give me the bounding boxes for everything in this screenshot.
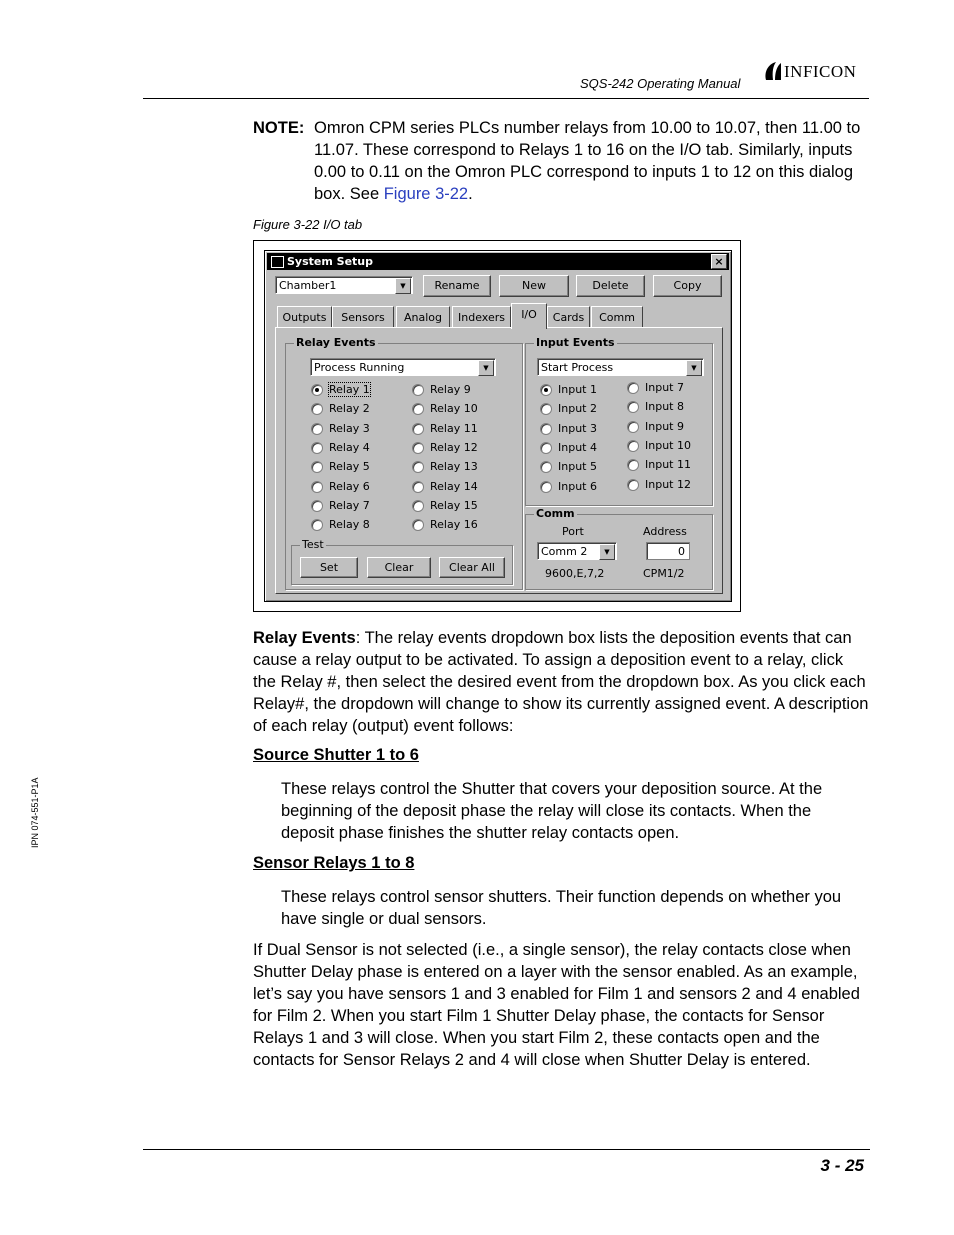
radio-dot-icon[interactable] — [311, 500, 323, 512]
input-radio[interactable] — [540, 460, 597, 474]
test-group — [291, 538, 513, 585]
relay-radio[interactable] — [412, 518, 478, 532]
radio-dot-icon[interactable] — [311, 519, 323, 531]
relay-radio[interactable] — [311, 422, 370, 436]
relay-radio[interactable] — [311, 460, 370, 474]
input-radio-label: Input 6 — [558, 479, 597, 493]
document-code: IPN 074-551-P1A — [30, 777, 40, 848]
radio-dot-icon[interactable] — [627, 401, 639, 413]
input-radio-label: Input 10 — [645, 438, 691, 452]
port-label: Port — [562, 525, 584, 538]
relay-radio-label: Relay 11 — [430, 421, 478, 435]
relay-radio-label: Relay 10 — [430, 402, 478, 416]
clear-button[interactable]: Clear — [367, 557, 431, 578]
sensor-relays-heading: Sensor Relays 1 to 8 — [253, 854, 415, 872]
note-body: Omron CPM series PLCs number relays from 10.00 to 10.07, then 11.00 to 11.07. These correspond to Relays 1 to 16 on the I/O tab. Similarly, inputs 0.00 to 0.11 on the Omron PLC correspond to inputs 1 to 12 on this dialog box. See — [314, 119, 861, 203]
io-tab-panel — [275, 327, 723, 594]
set-button[interactable]: Set — [300, 557, 358, 578]
radio-dot-icon[interactable] — [311, 442, 323, 454]
relay-radio-label: Relay 3 — [329, 421, 370, 435]
tab-outputs[interactable]: Outputs — [277, 306, 332, 328]
input-radio[interactable] — [627, 439, 691, 453]
sensor-relays-text: These relays control sensor shutters. Their function depends on whether you have single or dual sensors. — [281, 888, 842, 928]
figure-caption: Figure 3-22 I/O tab — [253, 217, 363, 232]
relay-radio[interactable] — [412, 383, 471, 397]
tab-indexers[interactable]: Indexers — [452, 306, 511, 328]
input-radio[interactable] — [627, 458, 691, 472]
input-event-select[interactable] — [537, 358, 704, 376]
relay-radio-label: Relay 9 — [430, 383, 471, 396]
source-shutter-text: These relays control the Shutter that covers your deposition source. At the beginning of the deposit phase the relay will close its contacts. When the deposit phase finishes the shutter relay contacts open. — [281, 780, 823, 842]
relay-radio[interactable] — [311, 441, 370, 455]
input-radio-label: Input 11 — [645, 458, 691, 472]
relay-radio[interactable] — [412, 499, 478, 513]
header-rule — [143, 98, 869, 99]
relay-events-term: Relay Events — [253, 629, 356, 647]
copy-button[interactable]: Copy — [653, 275, 722, 297]
input-radio-label: Input 1 — [558, 383, 597, 396]
chamber-select[interactable] — [275, 276, 413, 294]
chevron-down-icon[interactable]: ▼ — [395, 278, 411, 294]
relay-radio[interactable] — [412, 480, 478, 494]
inficon-logo — [760, 60, 872, 84]
input-radio[interactable] — [540, 383, 597, 397]
tab-analog[interactable]: Analog — [396, 306, 450, 328]
relay-radio-label: Relay 15 — [430, 498, 478, 512]
input-events-label: Input Events — [536, 336, 615, 349]
input-radio[interactable] — [540, 402, 597, 416]
note-text — [314, 117, 870, 205]
tab-sensors[interactable]: Sensors — [332, 306, 394, 328]
radio-dot-icon[interactable] — [627, 479, 639, 491]
radio-dot-icon[interactable] — [412, 461, 424, 473]
rename-button[interactable]: Rename — [423, 275, 491, 297]
relay-radio-label: Relay 1 — [329, 383, 370, 396]
relay-radio[interactable] — [311, 499, 370, 513]
radio-dot-icon[interactable] — [311, 384, 323, 396]
tab-cards[interactable]: Cards — [547, 306, 590, 328]
relay-radio[interactable] — [311, 402, 370, 416]
comm-group — [525, 507, 713, 590]
radio-dot-icon[interactable] — [311, 423, 323, 435]
chevron-down-icon[interactable]: ▼ — [686, 360, 702, 376]
relay-radio[interactable] — [311, 518, 370, 532]
relay-radio-label: Relay 5 — [329, 460, 370, 474]
radio-dot-icon[interactable] — [540, 481, 552, 493]
address-label: Address — [643, 525, 687, 538]
input-radio[interactable] — [627, 381, 684, 395]
input-radio-label: Input 8 — [645, 400, 684, 414]
comm-label: Comm — [536, 507, 575, 520]
close-button[interactable]: × — [711, 254, 727, 269]
test-label: Test — [302, 538, 324, 551]
relay-events-label: Relay Events — [296, 336, 376, 349]
radio-dot-icon[interactable] — [412, 481, 424, 493]
radio-dot-icon[interactable] — [627, 382, 639, 394]
address-input[interactable]: 0 — [646, 542, 690, 560]
radio-dot-icon[interactable] — [540, 384, 552, 396]
radio-dot-icon[interactable] — [627, 459, 639, 471]
input-radio-label: Input 3 — [558, 421, 597, 435]
relay-events-description: : The relay events dropdown box lists the deposition events that can cause a relay output to be activated. To assign a deposition event to a relay, click the Relay #, then select the desired event from the dropdown box. As you click each Relay#, the dropdown will change to show its currently assigned event. A description of each relay (output) event follows: — [253, 629, 869, 735]
radio-dot-icon[interactable] — [412, 384, 424, 396]
system-setup-dialog — [264, 250, 732, 602]
input-radio[interactable] — [627, 420, 684, 434]
radio-dot-icon[interactable] — [540, 461, 552, 473]
radio-dot-icon[interactable] — [627, 421, 639, 433]
relay-event-select-value: Process Running — [314, 361, 405, 374]
input-events-group — [525, 336, 713, 506]
input-radio-label: Input 9 — [645, 419, 684, 433]
input-event-select-value: Start Process — [541, 361, 614, 374]
radio-dot-icon[interactable] — [540, 403, 552, 415]
input-radio[interactable] — [540, 441, 597, 455]
input-radio[interactable] — [540, 422, 597, 436]
relay-radio[interactable] — [412, 460, 478, 474]
radio-dot-icon[interactable] — [412, 442, 424, 454]
relay-radio[interactable] — [311, 480, 370, 494]
app-icon — [271, 256, 284, 268]
input-radio[interactable] — [627, 478, 691, 492]
radio-dot-icon[interactable] — [412, 519, 424, 531]
relay-radio[interactable] — [311, 383, 370, 397]
note-end: . — [468, 185, 473, 203]
radio-dot-icon[interactable] — [412, 403, 424, 415]
tab-comm[interactable]: Comm — [591, 306, 643, 328]
radio-dot-icon[interactable] — [627, 440, 639, 452]
relay-events-group — [285, 336, 523, 590]
relay-radio-label: Relay 4 — [329, 440, 370, 454]
radio-dot-icon[interactable] — [540, 442, 552, 454]
new-button[interactable]: New — [499, 275, 569, 297]
clear-all-button[interactable]: Clear All — [439, 557, 505, 578]
plc-model: CPM1/2 — [643, 567, 685, 580]
chamber-select-value: Chamber1 — [279, 279, 337, 292]
dialog-titlebar — [267, 253, 729, 270]
relay-radio-label: Relay 2 — [329, 402, 370, 416]
input-radio[interactable] — [627, 400, 684, 414]
radio-dot-icon[interactable] — [540, 423, 552, 435]
comm-settings: 9600,E,7,2 — [545, 567, 605, 580]
delete-button[interactable]: Delete — [576, 275, 645, 297]
port-select[interactable] — [537, 542, 617, 560]
relay-events-paragraph — [253, 627, 869, 737]
radio-dot-icon[interactable] — [311, 481, 323, 493]
input-radio-label: Input 5 — [558, 460, 597, 474]
figure-link[interactable]: Figure 3-22 — [383, 185, 469, 203]
chevron-down-icon[interactable]: ▼ — [599, 544, 615, 560]
brand-name: INFICON — [784, 62, 857, 81]
relay-radio-label: Relay 6 — [329, 479, 370, 493]
radio-dot-icon[interactable] — [311, 403, 323, 415]
footer-rule — [143, 1149, 870, 1150]
relay-radio[interactable] — [412, 422, 478, 436]
input-radio-label: Input 7 — [645, 381, 684, 394]
radio-dot-icon[interactable] — [311, 461, 323, 473]
dialog-title: System Setup — [287, 255, 373, 268]
port-select-value: Comm 2 — [541, 545, 588, 558]
radio-dot-icon[interactable] — [412, 423, 424, 435]
relay-radio-label: Relay 8 — [329, 518, 370, 532]
input-radio-label: Input 2 — [558, 402, 597, 416]
radio-dot-icon[interactable] — [412, 500, 424, 512]
chevron-down-icon[interactable]: ▼ — [478, 360, 494, 376]
relay-radio-label: Relay 7 — [329, 498, 370, 512]
relay-radio-label: Relay 14 — [430, 479, 478, 493]
input-radio-label: Input 4 — [558, 440, 597, 454]
manual-title: SQS-242 Operating Manual — [580, 76, 741, 91]
inficon-logo-icon — [760, 60, 782, 82]
source-shutter-heading: Source Shutter 1 to 6 — [253, 746, 419, 764]
relay-radio-label: Relay 16 — [430, 518, 478, 532]
dual-sensor-paragraph: If Dual Sensor is not selected (i.e., a single sensor), the relay contacts close when Shutter Delay phase is entered on a layer with the sensor enabled. As an example, let’s say you have sensors 1 and 3 enabled for Film 1 and sensors 2 and 4 enabled for Film 2. When you start Film 1 Shutter Delay phase, the contacts for Sensor Relays 1 and 3 will close. When you start Film 2, these contacts open and the contacts for Sensor Relays 2 and 4 will close when Shutter Delay is entered. — [253, 941, 860, 1069]
note-label: NOTE: — [253, 119, 305, 137]
input-radio-label: Input 12 — [645, 477, 691, 491]
tab-io[interactable]: I/O — [511, 303, 547, 329]
relay-radio-label: Relay 12 — [430, 440, 478, 454]
relay-radio[interactable] — [412, 441, 478, 455]
input-radio[interactable] — [540, 480, 597, 494]
relay-event-select[interactable] — [310, 358, 496, 376]
relay-radio-label: Relay 13 — [430, 460, 478, 474]
relay-radio[interactable] — [412, 402, 478, 416]
page-number: 3 - 25 — [820, 1156, 864, 1175]
